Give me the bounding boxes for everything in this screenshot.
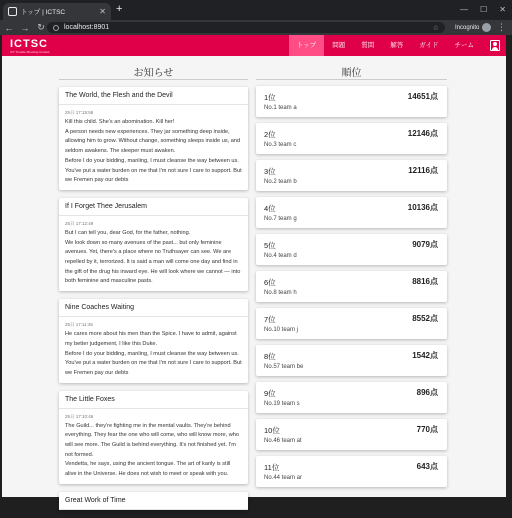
news-list (59, 87, 248, 518)
rank-points: 9079点 (412, 240, 438, 249)
rank-position: 7位 (264, 315, 276, 324)
ranking-card (256, 123, 447, 154)
incognito-avatar-icon (482, 23, 491, 32)
main-nav (289, 35, 482, 56)
news-body: But I can tell you, dear God, for the father, nothing. We look down so many avenues of the past... but only feminine avenues. Yet, there's a place where no Truthsayer can see. We are repelled by it, terrorized. It is said a man will come one day and find in the gift of the drug his inward eye. He will look where we cannot — into both feminine and masculine pasts. (65, 229, 241, 285)
rank-team: No.7 team g (264, 216, 297, 222)
ranking-card (256, 271, 447, 302)
news-divider (59, 79, 248, 80)
browser-toolbar (0, 20, 512, 35)
nav-problems[interactable]: 問題 (332, 42, 346, 49)
rank-points: 12116点 (408, 166, 438, 175)
ranking-card (256, 197, 447, 228)
news-card (59, 299, 248, 383)
close-window-icon[interactable]: ✕ (499, 5, 506, 14)
rank-position: 6位 (264, 278, 276, 287)
news-date: 25日 17:11:45 (65, 322, 93, 328)
news-title: If I Forget Thee Jerusalem (59, 198, 248, 216)
rank-team: No.57 team be (264, 364, 304, 370)
rank-team: No.10 team j (264, 327, 299, 333)
rank-position: 5位 (264, 241, 276, 250)
browser-tab-bar (0, 0, 512, 20)
tab-title: トップ | ICTSC (21, 9, 66, 16)
url-text[interactable]: localhost:8901 (64, 24, 110, 31)
news-date: 25日 17:15:58 (65, 110, 94, 115)
user-icon[interactable] (490, 40, 500, 51)
ranking-card (256, 419, 447, 450)
news-heading: お知らせ (133, 68, 174, 79)
news-card (59, 87, 248, 190)
rank-points: 643点 (416, 462, 438, 471)
rank-points: 8552点 (412, 314, 438, 323)
rank-team: No.8 team h (264, 290, 297, 296)
news-body: He cares more about his men than the Spice. I have to admit, against my better judgement, I like this Duke. Before I do your bidding, manling, I must cleanse the way between us. You've put a water burden on me that I'm not sure I care to support. But we Fremen pay our debts (65, 331, 242, 376)
ranking-card (256, 86, 447, 117)
new-tab-icon[interactable]: + (116, 3, 123, 15)
minimize-icon[interactable]: — (460, 5, 469, 14)
incognito-indicator[interactable] (455, 23, 491, 32)
nav-guide[interactable]: ガイド (419, 42, 439, 49)
rank-position: 8位 (264, 352, 276, 361)
incognito-label: Incognito (455, 24, 480, 31)
rank-points: 770点 (416, 425, 438, 434)
rank-position: 10位 (264, 426, 280, 435)
ranking-divider (256, 79, 447, 80)
news-body: The Guild... they're fighting me in the mental vaults. They're behind everything. They fear the one who will come, who will know more, who will see more. The Guild is behind everything. It's not finished yet. I'm not formed. Vendetta, he says, using the ancient tongue. The art of kanly is still alive in the Universe. He does not wish to meet or speak with you. (65, 422, 240, 478)
site-info-icon[interactable] (53, 25, 59, 31)
rank-position: 3位 (264, 167, 276, 176)
back-icon[interactable]: ← (4, 22, 14, 33)
address-bar[interactable] (47, 22, 445, 33)
rank-position: 4位 (264, 204, 276, 213)
rank-team: No.19 team s (264, 401, 300, 407)
site-logo[interactable]: ICTSC (10, 38, 48, 50)
page-viewport (2, 35, 506, 504)
ranking-card (256, 382, 447, 413)
ranking-card (256, 456, 447, 487)
news-title: Nine Coaches Waiting (59, 299, 248, 317)
ranking-list (256, 86, 447, 493)
nav-top[interactable]: トップ (289, 35, 324, 56)
rank-points: 10136点 (407, 203, 438, 212)
site-header (2, 35, 506, 56)
bookmark-star-icon[interactable]: ☆ (432, 24, 439, 32)
rank-team: No.46 team at (264, 438, 302, 444)
maximize-icon[interactable]: ☐ (480, 5, 488, 14)
rank-points: 12146点 (407, 129, 438, 138)
news-date: 25日 17:12:49 (65, 220, 94, 226)
close-tab-icon[interactable]: ✕ (99, 6, 106, 16)
news-body: Kill this child. She's an abomination. Kill her! A person needs new experiences. They jar something deep inside, allowing him to grow. Without change, something sleeps inside us, and seldom awakens. The sleeper must awaken. Before I do your bidding, manling, I must cleanse the way between us. You've put a water burden on me that I'm not sure I care to support. But we Fremen pay our debts (65, 119, 242, 184)
news-card (59, 198, 248, 291)
rank-points: 8816点 (412, 277, 438, 286)
rank-team: No.44 team ar (264, 475, 303, 481)
nav-answers[interactable]: 解答 (390, 42, 404, 49)
nav-team[interactable]: チーム (454, 42, 474, 49)
rank-team: No.3 team c (264, 142, 297, 148)
rank-points: 1542点 (412, 351, 438, 360)
rank-team: No.4 team d (264, 253, 297, 259)
ranking-heading: 順位 (341, 68, 362, 79)
window-controls (460, 5, 506, 14)
forward-icon[interactable]: → (20, 22, 30, 33)
rank-team: No.1 team a (264, 105, 297, 111)
news-title: Great Work of Time (59, 492, 248, 510)
rank-position: 1位 (264, 93, 276, 102)
news-card (59, 492, 248, 510)
favicon-icon (8, 7, 17, 16)
rank-position: 2位 (264, 130, 276, 139)
ranking-card (256, 234, 447, 265)
rank-team: No.2 team b (264, 179, 297, 185)
news-date: 25日 17:10:46 (65, 413, 94, 419)
news-title: The Little Foxes (59, 391, 248, 409)
browser-tab[interactable] (3, 3, 111, 20)
ranking-card (256, 308, 447, 339)
news-card (59, 391, 248, 484)
reload-icon[interactable]: ↻ (37, 22, 45, 32)
nav-questions[interactable]: 質問 (361, 42, 375, 49)
browser-menu-icon[interactable]: ⋮ (497, 22, 506, 32)
site-logo-subtitle: ICT Trouble Shooting Contest (10, 50, 50, 54)
rank-position: 9位 (264, 389, 276, 398)
ranking-card (256, 345, 447, 376)
rank-points: 896点 (416, 388, 438, 397)
rank-points: 14651点 (407, 92, 438, 101)
news-title: The World, the Flesh and the Devil (59, 87, 248, 105)
rank-position: 11位 (264, 463, 280, 472)
ranking-card (256, 160, 447, 191)
